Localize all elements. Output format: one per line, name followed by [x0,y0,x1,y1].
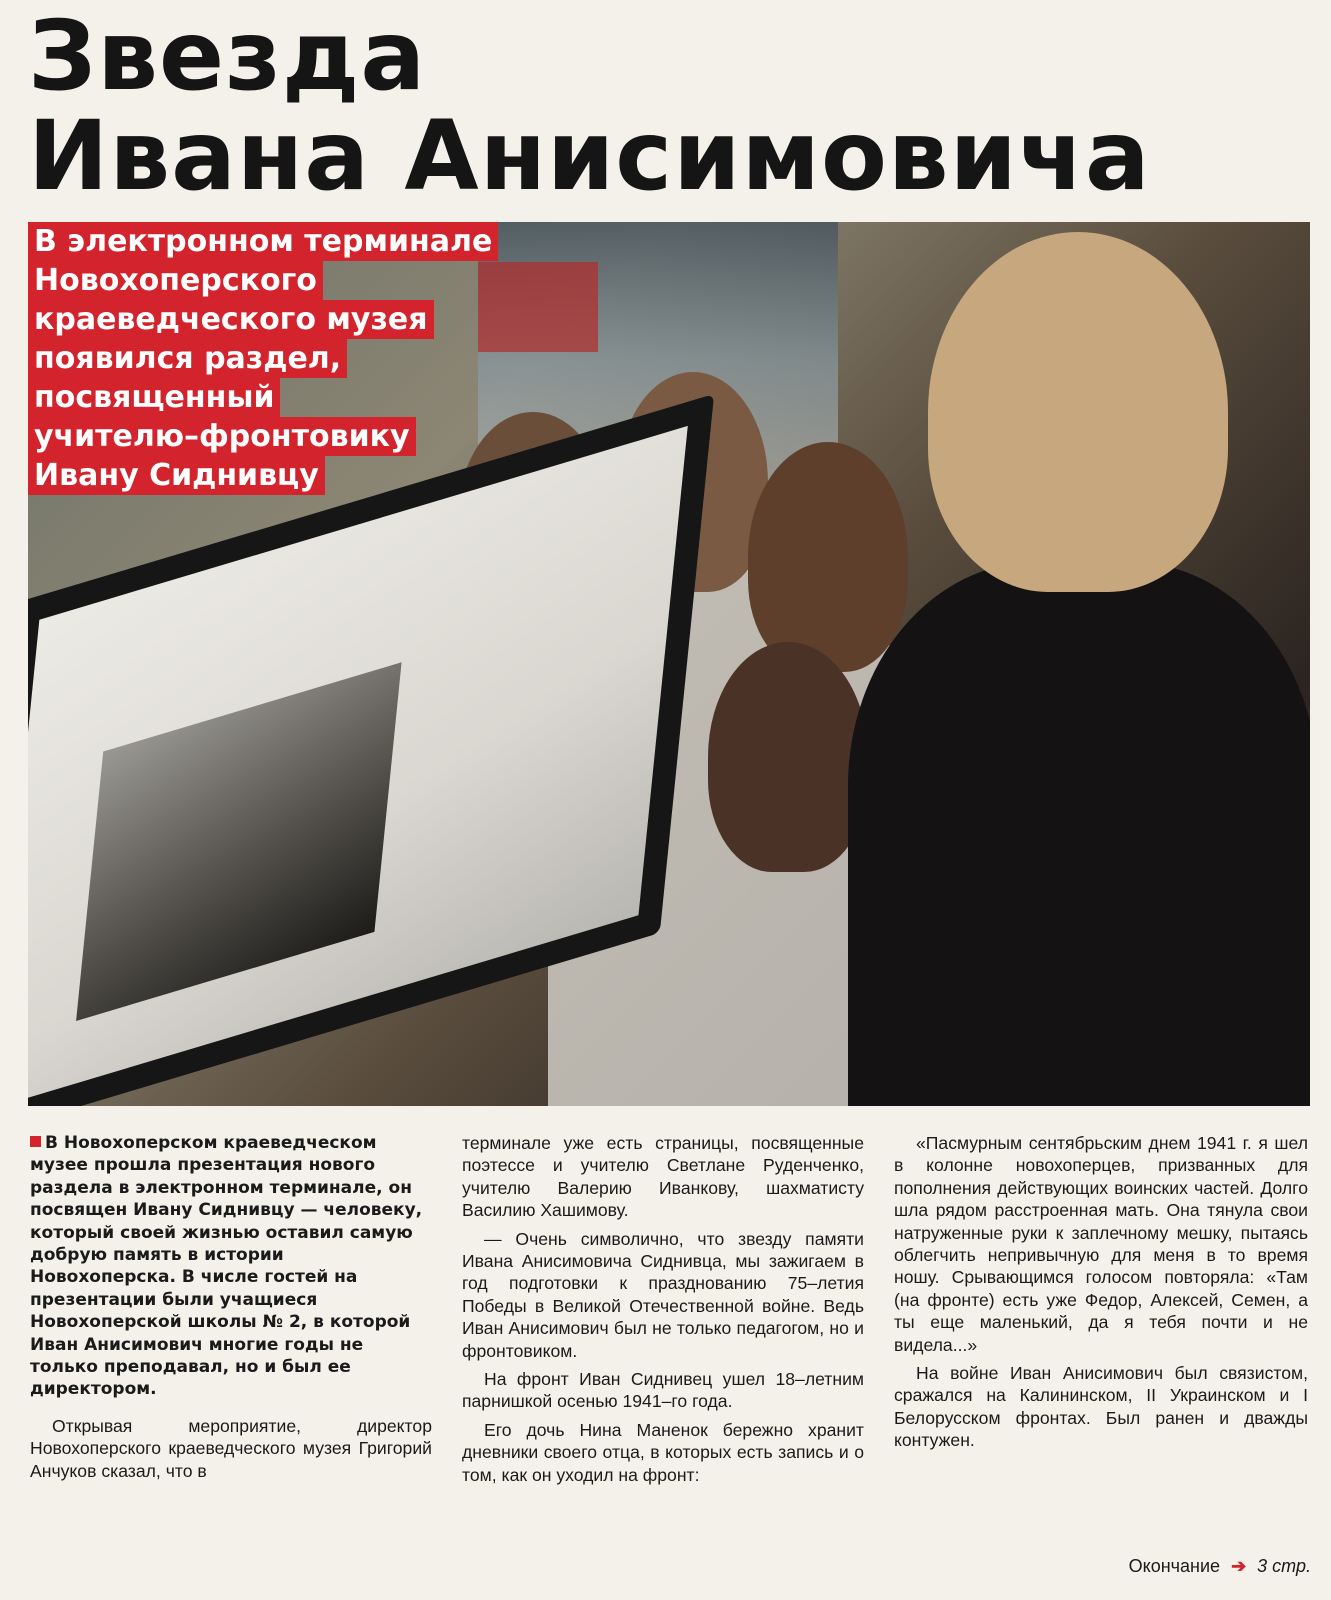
photo-child-girl [748,442,908,672]
article-paragraph: — Очень символично, что звезду памяти Ивана Анисимовича Сиднивца, мы зажигаем в год подготовки к празднованию 75–летия Победы в Великой Отечественной войне. Ведь Иван Анисимович был не только педагогом, но и фронтовиком. [462,1228,864,1361]
article-photo [28,222,1310,1106]
article-column-2 [462,1132,864,1492]
photo-veteran-portrait [76,662,402,1021]
photo-woman-head [928,232,1228,592]
photo-woman-body [848,562,1310,1106]
lede-line: учителю–фронтовику [28,417,416,456]
headline-line-2: Ивана Анисимовича [28,100,1151,212]
continued-on-page [1129,1556,1311,1577]
article-column-1 [30,1132,432,1488]
lede-line: краеведческого музея [28,300,434,339]
lede-line: В электронном терминале [28,222,498,261]
lede-line: Новохоперского [28,261,323,300]
article-column-3 [894,1132,1308,1458]
article-paragraph: На войне Иван Анисимович был связистом, сражался на Калининском, II Украинском и I Белорусском фронтах. Был ранен и дважды контужен. [894,1363,1308,1451]
lede-line: Ивану Сиднивцу [28,456,325,495]
continued-label: Окончание [1128,1556,1221,1576]
article-intro-text: В Новохоперском краеведческом музее прошла презентация нового раздела в электронном терминале, он посвящен Ивану Сиднивцу — человеку, который своей жизнью оставил самую добрую память в истории Новохоперска. В числе гостей на презентации были учащиеся Новохоперской школы № 2, в которой Иван Анисимович многие годы не только преподавал, но и был ее директором. [30,1133,423,1400]
headline-line-1: Звезда [28,0,427,112]
article-paragraph: Открывая мероприятие, директор Новохоперского краеведческого музея Григорий Анчуков сказал, что в [30,1415,432,1481]
photo-child-girl-front [708,642,868,872]
lede-line: посвященный [28,378,280,417]
bullet-square-icon [30,1136,41,1147]
article-paragraph: терминале уже есть страницы, посвященные поэтессе и учителю Светлане Руденченко, учителю Валерию Иванкову, шахматисту Василию Хашимову. [462,1133,864,1221]
article-quote: «Пасмурным сентябрьским днем 1941 г. я шел в колонне новохоперцев, призванных для пополнения действующих воинских частей. Долго шла рядом расстроенная мать. Она тянула свои натруженные руки к заплечному мешку, пытаясь облегчить непривычную для меня в то время ношу. Срывающимся голосом повторяла: «Там (на фронте) есть уже Федор, Алексей, Семен, а ты еще маленький, да я тебя почти и не видела...» [894,1133,1308,1355]
lede [28,222,588,495]
article-body [30,1132,1310,1572]
arrow-right-icon: ➔ [1231,1556,1247,1576]
article-paragraph: На фронт Иван Сиднивец ушел 18–летним парнишкой осенью 1941–го года. [462,1369,864,1412]
headline [28,0,1308,212]
article-paragraph: Его дочь Нина Маненок бережно хранит дневники своего отца, в которых есть запись и о том, как он уходил на фронт: [462,1419,864,1485]
article-intro [30,1132,432,1401]
lede-line: появился раздел, [28,339,347,378]
continued-page: 3 стр. [1257,1556,1311,1576]
